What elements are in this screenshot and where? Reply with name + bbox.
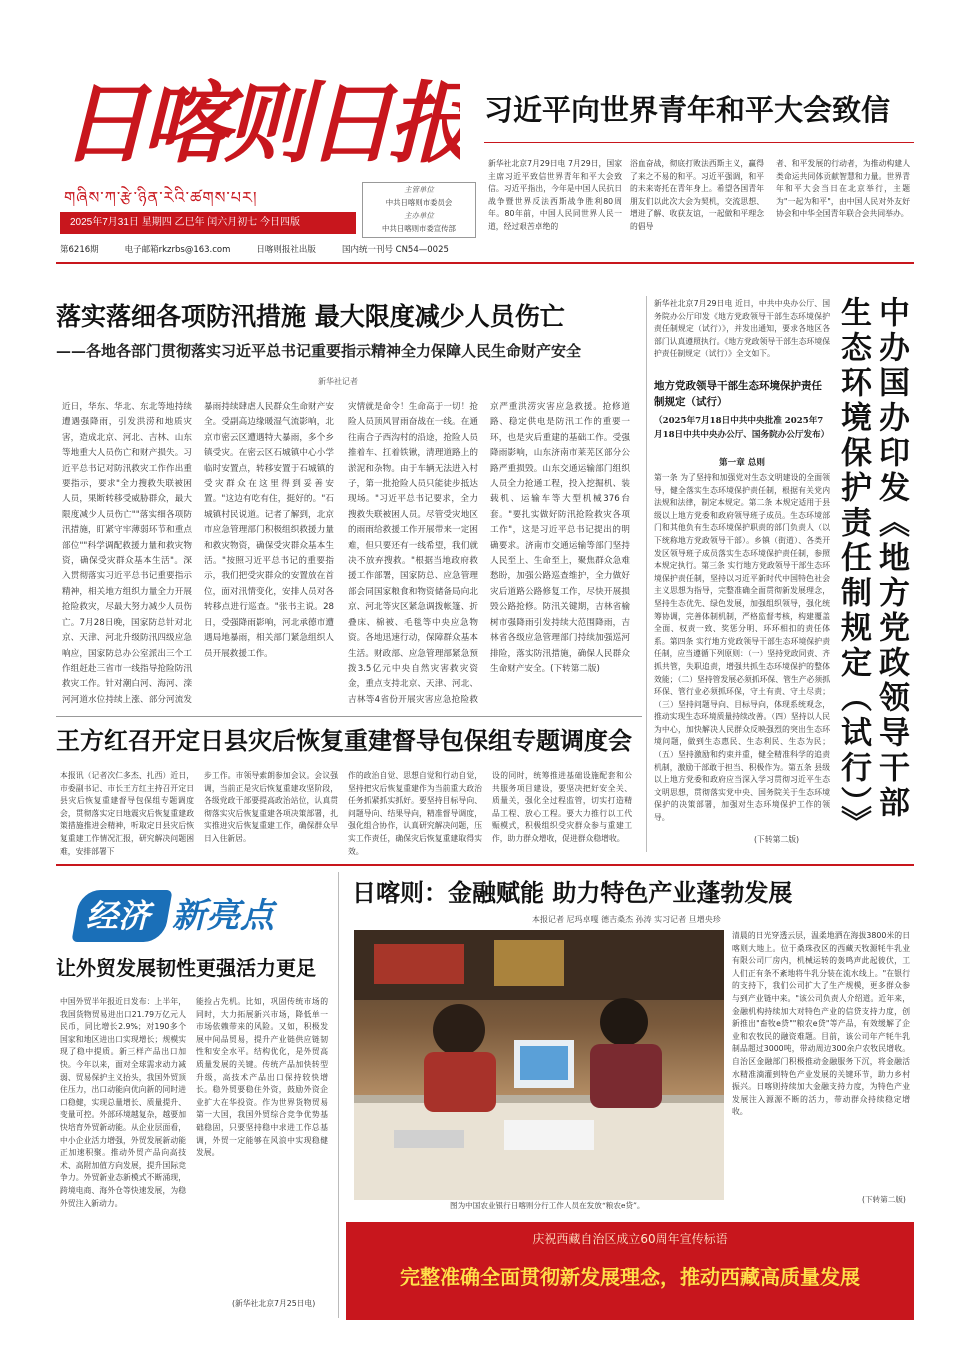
email: 电子邮箱rkzrbs@163.com — [124, 245, 231, 255]
wang-top-rule — [56, 716, 642, 717]
right-chapter: 第一章 总则 — [719, 458, 765, 468]
trade-headline: 让外贸发展韧性更强活力更足 — [56, 956, 316, 980]
top-headline: 习近平向世界青年和平大会致信 — [484, 93, 891, 127]
sponsor-box — [362, 182, 476, 238]
trade-story — [56, 952, 332, 1318]
lead-col-2: 暴雨持续肆虐人民群众生命财产安全。受副高边缘暖湿气流影响，北京市密云区遭遇特大暴雨，多个乡镇受灾。在密云区石城镇中心小学临时安置点，转移安置于石城镇的受灾群众在这里得到妥善安置。"这边有吃有住，挺好的。"石城镇村民说道。记者了解到，北京市应急管理部门积极组织救援力量和救灾物资，确保受灾群众基本生活。"按照习近平总书记的重要指示，我们把受灾群众的安置放在首位，面对汛情变化，安排人员对各转移点进行巡查。"张书主说。28日，受强降雨影响，河北承德市遭遇局地暴雨，相关部门紧急组织人员开展救援工作。 — [204, 402, 334, 659]
right-intro: 新华社北京7月29日电 近日，中共中央办公厅、国务院办公厅印发《地方党政领导干部生态环境保护责任制规定（试行）》，并发出通知，要求各地区各部门认真遵照执行。《地方党政领导干部生态环境保护责任制规定（试行）》全文如下。 — [654, 299, 830, 359]
wang-headline: 王方红召开定日县灾后恢复重建督导包保组专题调度会 — [56, 727, 632, 755]
right-doc-title: 地方党政领导干部生态环境保护责任制规定（试行） — [654, 380, 822, 408]
lead-col-1: 近日，华东、华北、东北等地持续遭遇强降雨，引发洪涝和地质灾害，造成北京、河北、吉林、山东等地重大人员伤亡和财产损失。习近平总书记对防汛救灾工作作出重要指示，要求"全力搜救失联被困人员，果断转移受威胁群众，最大限度减少人员伤亡""落实细各项防汛措施，盯紧守牢薄弱环节和重点部位""科学调配救援力量和救灾物资，确保受灾群众基本生活"。深入贯彻落实习近平总书记重要指示精神，相关地方组织力量全力开展抢险救灾，尽最大努力减少人员伤亡。7月28日晚，国家防总针对北京、天津、河北升级防汛四级应急响应，国家防总办公室派出三个工作组赶赴三省市一线指导抢险防汛救灾工作。针对潮白河、海河、滦河河道水位持续上涨、部分河流发 — [62, 402, 192, 705]
lead-story — [56, 300, 636, 712]
lead-col-3: 灾情就是命令！生命高于一切！抢险人员顶风冒雨奋战在一线。在通往南合子西沟村的沿途，抢险人员推着车、扛着铁锹，清理道路上的淤泥和杂物。由于车辆无法进入村子，第一批抢险人员只能徒步抵达现场。"习近平总书记要求，全力搜救失联被困人员。尽管受灾地区的雨雨给救援工作开展带来一定困难，但只要还有一线希望，我们就决不放弃搜救。"根据当地政府救援工作部署，国家防总、应急管理部会同国家粮食和物资储备局向北京、河北等灾区紧急调拨帐篷、折叠床、棉被、毛毯等中央应急物资。各地迅速行动，保障群众基本生活。财政部、应急管理部紧急预拨3.5亿元中央自然灾害救灾资金，重点支持北京、天津、河北、吉林等4省份开展灾害应急抢险救 — [348, 402, 478, 705]
finance-continued: (下转第二版) — [862, 1195, 906, 1204]
trade-source: (新华社北京7月25日电) — [232, 1299, 316, 1308]
top-col-1: 新华社北京7月29日电 7月29日，国家主席习近平致信世界青年和平大会致信。习近平指出，今年是中国人民抗日战争暨世界反法西斯战争胜利80周年。80年前，中国人民同世界人民一道，经过艰苦卓绝的 — [488, 159, 622, 231]
date-line: 2025年7月31日 星期四 乙巳年 闰六月初七 今日四版 — [70, 217, 301, 228]
sponsor-label-2: 主办单位 — [404, 211, 434, 220]
finance-photo — [354, 930, 724, 1200]
bottom-banner — [346, 1222, 914, 1320]
top-story — [484, 90, 914, 260]
sponsor-1: 中共日喀则市委员会 — [385, 198, 453, 207]
sponsor-2: 中共日喀则市委宣传部 — [382, 224, 456, 233]
cn-number: 国内统一刊号 CN54—0025 — [341, 245, 449, 255]
wang-story — [56, 722, 642, 862]
lead-headline: 落实落细各项防汛措施 最大限度减少人员伤亡 — [56, 302, 565, 331]
right-story — [654, 296, 914, 856]
finance-story — [346, 872, 914, 1212]
top-col-3: 者、和平发展的行动者，为推动构建人类命运共同体贡献智慧和力量。世界青年和平大会当日在北京举行，主题为"一起为和平"，由中国人民对外友好协会和中华全国青年联合会共同举办。 — [776, 159, 910, 219]
tibetan-title: གཞིས་ཀ་རྩེ་ཉིན་རེའི་ཚགས་པར། — [64, 188, 258, 206]
top-rule — [484, 142, 914, 143]
bank-counter-photo — [354, 930, 724, 1200]
wang-col-3: 作的政治自觉、思想自觉和行动自觉，坚持把灾后恢复重建作为当前重大政治任务抓紧抓实抓好。要坚持目标导向、问题导向、结果导向，精准督导调度，强化组合协作，认真研究解决问题，压实工作责任，确保灾后恢复重建取得实效。 — [348, 771, 482, 856]
top-col-2: 浴血奋战，彻底打败法西斯主义，赢得了来之不易的和平。习近平强调，和平的未来寄托在青年身上。希望各国青年朋友们以此次大会为契机，交流思想、增进了解、收获友谊，一起做和平理念的倡导 — [630, 159, 764, 231]
right-body: 第一条 为了坚持和加强党对生态文明建设的全面领导，健全落实生态环境保护责任制，根据有关党内法规和法律，制定本规定。第二条 本规定适用于县级以上地方党委和政府领导班子成员。生态环境部门和其他负有生态环境保护职责的部门负责人（以下统称地方党政领导干部）。乡镇（街道）、各类开发区领导班子成员落实生态环境保护责任制，参照本规定执行。第三条 实行地方党政领导干部生态环境保护责任制，坚持以习近平新时代中国特色社会主义思想为指导，完整准确全面贯彻新发展理念，坚持生态优先、绿色发展，加强组织领导，强化统筹协调，完善体制机制，严格监督考核，构建覆盖全面、权责一致、奖惩分明、环环相扣的责任体系。第四条 实行地方党政领导干部生态环境保护责任制，应当遵循下列原则：（一）坚持党政同责、齐抓共管，失职追责，增强共抓生态环境保护的整体效能；（二）坚持管发展必须抓环保、管生产必须抓环保、管行业必须抓环保，守土有责、守土尽责；（三）坚持问题导向、目标导向，体现系统观念，推动实现生态环境质量持续改善。（四）坚持以人民为中心，加快解决人民群众反映强烈的突出生态环境问题，做到生态惠民、生态利民、生态为民；（五）坚持激励和约束并重，健全精准科学的追责机制，激励干部敢于担当、积极作为。第五条 县级以上地方党委和政府应当深入学习贯彻习近平生态文明思想，贯彻落实党中央、国务院关于生态环境保护的决策部署，加强对生态环境保护工作的领导。 — [654, 473, 830, 823]
banner-main: 完整准确全面贯彻新发展理念，推动西藏高质量发展 — [400, 1265, 860, 1289]
finance-col: 清晨的日光穿透云层，温柔地洒在海拔3800米的日喀则大地上。位于桑珠孜区的西藏天牧源牦牛乳业有限公司厂房内，机械运转的轰鸣声此起彼伏，工人们正有条不紊地将牛乳分装在流水线上。"在银行的支持下，我们公司扩大了生产规模，更多群众参与到产业链中来。"该公司负责人介绍道。近年来，金融机构持续加大对特色产业的信贷支持力度，创新推出"畜牧e贷""粮农e贷"等产品，有效缓解了企业和农牧民的融资难题。目前，该公司年产牦牛乳制品超过3000吨，带动周边300余户农牧民增收。自治区金融部门积极推动金融服务下沉，将金融活水精准滴灌到特色产业发展的关键环节，助力乡村振兴。日喀则持续加大金融支持力度，为特色产业发展注入源源不断的活力，带动群众持续稳定增收。 — [732, 931, 910, 1117]
trade-col-1: 中国外贸半年报近日发布：上半年，我国货物贸易进出口21.79万亿元人民币，同比增长2.9%；对190多个国家和地区进出口实现增长；规模实现了稳中提质。新三样产品出口加快。今年以来，面对全球需求动力减弱、贸易保护主义抬头，我国外贸顶住压力，出口动能向优向新的同时进口稳健，实现总量增长、质量提升、变量可控。外部环境越复杂，越要加快培育外贸新动能。从企业层面看，中小企业活力增强，外贸发展新动能正加速积聚。推动外贸产品向高技术、高附加值方向发展，提升国际竞争力。外贸新业态新模式不断涌现，跨境电商、海外仓等快速发展，为稳外贸注入新动力。 — [60, 997, 186, 1208]
lead-subheadline: ——各地各部门贯彻落实习近平总书记重要指示精神全力保障人民生命财产安全 — [56, 342, 582, 360]
finance-headline: 日喀则：金融赋能 助力特色产业蓬勃发展 — [352, 879, 793, 907]
sponsor-label-1: 主管单位 — [404, 185, 434, 194]
publisher: 日喀则报社出版 — [256, 245, 316, 255]
date-bar — [60, 212, 356, 234]
lead-col-4: 京严重洪涝灾害应急救援。抢修道路、稳定供电是防汛工作的重要一环，也是灾后重建的基础工作。受强降雨影响，山东济南市莱芜区部分公路严重损毁。山东交通运输部门组织人员全力抢通工程，投入挖掘机、装载机、运输车等大型机械376台套。"要扎实做好防汛抢险救灾各项工作"，这是习近平总书记提出的明确要求。济南市交通运输等部门坚持人民至上、生命至上，聚焦群众急难愁盼，加强公路巡查维护，全力做好灾后道路公路修复工作，尽快开展损毁公路抢修。防汛关键期，吉林省榆树市强降雨引发持续大范围降雨，吉林省各级应急管理部门持续加强巡河排险，落实防汛措施，确保人民群众生命财产安全。(下转第二版) — [490, 402, 630, 674]
econ-brand-part2: 新亮点 — [172, 896, 274, 936]
trade-col-2: 能捡占先机。比如，巩固传统市场的同时，大力拓展新兴市场，降低单一市场依赖带来的风险。又如，积极发展中间品贸易，提升产业链供应链韧性和安全水平。结构优化，是外贸高质量发展的关键。传统产品加快转型升级，高技术产品出口保持较快增长。稳外贸要稳住外资，鼓励外资企业扩大在华投资。作为世界货物贸易第一大国，我国外贸综合竞争优势基础稳固，只要坚持稳中求进工作总基调，外贸一定能够在风浪中实现稳健发展。 — [196, 997, 328, 1158]
banner-top-line: 庆祝西藏自治区成立60周年宣传标语 — [532, 1232, 728, 1246]
right-vertical-headline: 中办国办印发《地方党政领导干部生态环境保护责任制规定（试行）》 — [835, 296, 909, 841]
issue-number: 第6216期 — [60, 245, 99, 255]
lower-divider — [338, 872, 339, 1318]
lower-section-rule — [56, 864, 914, 866]
lead-byline: 新华社记者 — [318, 377, 358, 386]
finance-photo-caption: 图为中国农业银行日喀则分行工作人员在发放“粮农e贷”。 — [450, 1201, 645, 1210]
wang-col-1: 本报讯（记者次仁多杰、扎西）近日，市委副书记、市长王方红主持召开定日县灾后恢复重建督导包保组专题调度会，贯彻落实定日地震灾后恢复重建政策措施推进会精神，听取定日县灾后恢复重建工作情况汇报，研究解决问题困难，安排部署下 — [60, 771, 194, 856]
newspaper-logo — [60, 62, 460, 172]
wang-col-4: 设的同时，统筹推进基础设施配套和公共服务项目建设，要坚决把好安全关、质量关，强化全过程监管，切实打造精品工程、放心工程。要大力推行以工代赈模式，积极组织受灾群众参与重建工作，助力群众增收，促进群众稳增收。 — [492, 771, 632, 843]
econ-brand-part1: 经济 — [86, 897, 151, 935]
wang-col-2: 步工作。市领导索朗参加会议。会议强调，当前正是灾后恢复重建攻坚阶段，各级党政干部要提高政治站位，认真贯彻落实灾后恢复重建各项决策部署，扎实推进灾后恢复重建工作，确保群众早日入住新居。 — [204, 771, 338, 843]
right-doc-note: （2025年7月18日中共中央批准 2025年7月18日中共中央办公厅、国务院办公厅发布） — [654, 416, 830, 440]
right-continued: (下转第二版) — [754, 835, 800, 844]
masthead-rule — [56, 262, 914, 264]
logo-text: 日喀则日报 — [60, 71, 460, 172]
finance-byline: 本报记者 尼玛卓嘎 德吉桑杰 孙涛 实习记者 旦增央珍 — [532, 915, 721, 924]
center-divider — [646, 296, 647, 852]
econ-brand — [76, 884, 316, 948]
